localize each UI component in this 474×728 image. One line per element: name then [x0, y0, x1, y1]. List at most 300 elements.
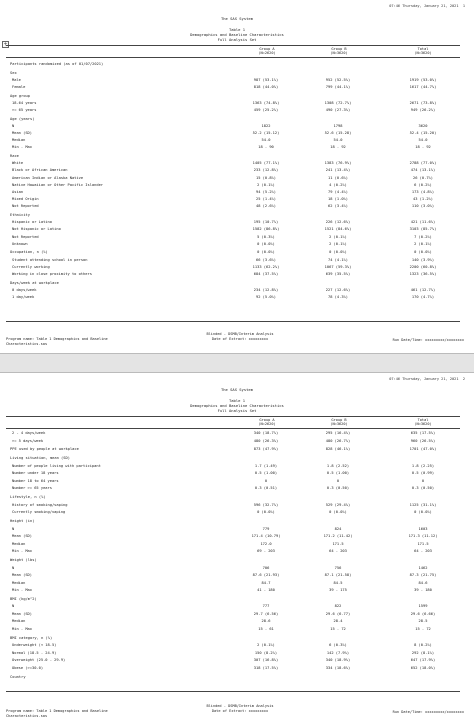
- cell-group-a: 48 (2.6%): [256, 204, 276, 209]
- table-row: [0, 160, 474, 166]
- row-label: Hispanic or Latino: [12, 220, 52, 225]
- col-header-total: [398, 47, 448, 56]
- page-number: 1: [462, 4, 465, 8]
- row-label: BMI category, n (%): [10, 635, 53, 640]
- table-number: Table 1: [228, 27, 245, 32]
- table-row: [0, 446, 474, 452]
- cell-group-b: 799 (44.1%): [325, 85, 351, 89]
- col-header-total: [398, 418, 448, 427]
- cell-group-b: 334 (18.6%): [325, 665, 351, 670]
- cell-total: 54.0: [418, 138, 428, 143]
- cell-total: 1.8 (2.25): [411, 463, 435, 468]
- row-label: PPE used by people at workplace: [10, 447, 79, 452]
- cell-group-a: 0 (0.0%): [257, 510, 275, 515]
- cell-group-b: 0 (0.0%): [329, 510, 347, 515]
- row-label: Not Reported: [12, 204, 39, 209]
- cell-group-b: 142 (7.9%): [326, 650, 350, 655]
- table-row: [0, 596, 474, 602]
- cell-total: 461 (12.7%): [410, 287, 436, 292]
- cell-group-b: 1067 (59.3%): [324, 264, 352, 269]
- row-label: N: [12, 526, 15, 531]
- cell-group-a: 150 (8.2%): [254, 650, 278, 655]
- table-top-rule: [6, 45, 460, 46]
- table-row: [0, 455, 474, 461]
- footer-run-date: Run Date/Time: xxxxxxxxx/xxxxxxxx: [392, 338, 464, 342]
- cell-group-a: 459 (25.2%): [253, 108, 279, 112]
- group-a-n: (N=2620): [258, 51, 276, 56]
- table-row: [0, 167, 474, 173]
- group-b-n: (N=3620): [330, 422, 348, 427]
- cell-total: 170 (4.7%): [411, 295, 435, 299]
- datetime-text: 07:46 Thursday, January 21, 2021: [389, 377, 459, 381]
- cell-group-a: 0: [264, 478, 268, 483]
- group-b-name: Group B: [331, 418, 347, 422]
- row-label: Native Hawaiian or Other Pacific Islander: [12, 182, 104, 187]
- cell-group-b: 54.0: [333, 138, 343, 143]
- cell-group-b: 18 (1.0%): [328, 197, 348, 202]
- table-top-rule: [6, 416, 460, 417]
- row-label: Mean (SD): [12, 534, 32, 539]
- table-row: [0, 642, 474, 648]
- cell-group-a: 2 (0.1%): [257, 643, 275, 648]
- cell-group-b: 52.6 (15.28): [324, 131, 352, 135]
- row-label: Living situation, mean (SD): [10, 456, 70, 461]
- cell-group-b: 84.5: [333, 580, 343, 585]
- row-label: Asian: [12, 190, 24, 194]
- table-row: [0, 618, 474, 624]
- footer-program-file: Characteristics.sas: [6, 713, 48, 718]
- group-a-n: (N=2620): [258, 422, 276, 427]
- datetime-text: 07:46 Thursday, January 21, 2021: [389, 4, 459, 8]
- system-title: The SAS System: [220, 387, 253, 392]
- cell-group-a: 25 (1.4%): [256, 197, 276, 202]
- population-label: Full Analysis Set: [217, 37, 257, 42]
- cell-total: 6 (0.2%): [414, 182, 432, 187]
- table-row: [0, 548, 474, 554]
- group-a-name: Group A: [259, 47, 275, 51]
- cell-group-b: 15 - 72: [330, 626, 346, 631]
- table-row: [0, 518, 474, 524]
- row-label: Sex: [10, 70, 17, 75]
- cell-total: 0 (0.0%): [414, 250, 432, 255]
- footer-blinded: Blinded - DSMB/Interim Analysis: [206, 704, 274, 708]
- cell-group-b: 1308 (72.7%): [324, 100, 352, 105]
- cell-group-b: 171.5: [332, 541, 344, 546]
- row-label: Age group: [10, 93, 30, 98]
- row-label: Normal (18.5 - 24.9): [12, 650, 57, 655]
- cell-group-a: 706: [262, 565, 270, 570]
- row-label: Number >= 65 years: [12, 486, 52, 491]
- cell-group-a: 41 - 180: [257, 588, 275, 592]
- cell-total: 43 (1.2%): [413, 197, 433, 202]
- cell-group-a: 15 - 61: [258, 626, 274, 631]
- cell-total: 8 (0.2%): [414, 643, 432, 648]
- cell-group-a: 0 (0.0%): [257, 250, 275, 255]
- system-title: The SAS System: [220, 16, 253, 21]
- cell-group-b: 295 (16.4%): [325, 431, 351, 435]
- table-row: [0, 264, 474, 270]
- row-label: Number of people living with participant: [12, 463, 101, 468]
- cell-total: 87.3 (21.75): [409, 573, 437, 577]
- cell-group-a: 0.3 (0.51): [254, 486, 278, 491]
- row-label: White: [12, 161, 24, 166]
- table-title: Demographics and Baseline Characteristics: [190, 403, 284, 408]
- row-label: Country: [10, 674, 26, 679]
- table-number: Table 1: [228, 398, 245, 403]
- cell-group-b: 241 (13.4%): [325, 168, 351, 173]
- cell-group-b: 1.8 (2.52): [326, 463, 350, 468]
- cell-group-b: 171.2 (11.42): [323, 534, 353, 539]
- table-row: [0, 430, 474, 436]
- footer-run-date: Run Date/Time: xxxxxxxxx/xxxxxxxx: [392, 710, 464, 714]
- cell-group-b: 79 (4.4%): [328, 190, 348, 194]
- total-n: (N=3620): [414, 422, 432, 427]
- row-label: Number under 18 years: [12, 471, 59, 476]
- cell-total: 29.6 (6.66): [410, 611, 436, 616]
- row-label: N: [12, 565, 15, 570]
- cell-total: 1462: [418, 565, 428, 570]
- row-label: Currently working: [12, 264, 50, 269]
- cell-total: 52.4 (15.20): [409, 131, 437, 135]
- cell-group-a: 29.7 (6.56): [253, 611, 279, 616]
- row-label: Mean (SD): [12, 573, 32, 577]
- table-row: [0, 189, 474, 195]
- row-label: Mean (SD): [12, 611, 32, 616]
- cell-group-a: 480 (26.3%): [253, 438, 279, 443]
- table-row: [0, 557, 474, 563]
- cell-group-a: 0 (0.0%): [257, 241, 275, 246]
- row-label: 0 days/week: [12, 287, 37, 292]
- row-label: Not Hispanic or Latino: [12, 227, 61, 232]
- col-header-group-a: [242, 47, 292, 56]
- cell-total: 3103 (85.7%): [409, 227, 437, 232]
- cell-group-b: 39 - 175: [329, 588, 347, 592]
- cell-group-a: 1133 (62.2%): [252, 264, 280, 269]
- cell-total: 3620: [418, 123, 428, 128]
- cell-group-a: 1405 (77.1%): [252, 161, 280, 166]
- table-row: [0, 485, 474, 491]
- cell-group-a: 2 (0.1%): [257, 182, 275, 187]
- row-label: Not Reported: [12, 234, 39, 239]
- table-row: [0, 123, 474, 129]
- table-row: [0, 533, 474, 539]
- row-label: 18-64 years: [12, 100, 37, 105]
- cell-group-a: 0.5 (1.00): [254, 471, 278, 476]
- footer-blinded: Blinded - DSMB/Interim Analysis: [206, 332, 274, 336]
- table-row: [0, 572, 474, 578]
- cell-group-b: 1383 (76.9%): [324, 161, 352, 166]
- row-label: >= 5 days/week: [12, 438, 44, 443]
- cell-group-b: 62 (3.4%): [328, 204, 348, 209]
- footer-program-file: Characteristics.sas: [6, 341, 48, 346]
- table-row: [0, 494, 474, 500]
- table-row: [0, 541, 474, 547]
- cell-total: 173 (4.8%): [411, 190, 435, 194]
- cell-total: 7 (0.2%): [414, 234, 432, 239]
- cell-total: 292 (8.1%): [411, 650, 435, 655]
- col-header-group-b: [314, 47, 364, 56]
- table-row: [0, 241, 474, 247]
- page-header-datetime: [389, 4, 465, 8]
- row-label: Ethnicity: [10, 213, 30, 217]
- cell-total: 2 (0.1%): [414, 241, 432, 246]
- cell-total: 2671 (73.8%): [409, 100, 437, 105]
- cell-total: 1617 (44.7%): [409, 85, 437, 89]
- table-row: [0, 674, 474, 680]
- page-header-datetime: [389, 377, 465, 381]
- table-row: [0, 107, 474, 113]
- cell-group-a: 318 (17.5%): [253, 665, 279, 670]
- row-label: Unknown: [12, 241, 28, 246]
- cell-group-b: 756: [334, 565, 342, 570]
- cell-group-a: 1582 (86.8%): [252, 227, 280, 232]
- row-label: Min - Max: [12, 626, 32, 631]
- cell-group-b: 480 (26.7%): [325, 438, 351, 443]
- cell-group-a: 84.7: [261, 580, 271, 585]
- row-label: N: [12, 123, 15, 128]
- cell-total: 140 (3.9%): [411, 257, 435, 262]
- table-row: [0, 580, 474, 586]
- cell-group-a: 28.6: [261, 619, 271, 624]
- table-row: [0, 280, 474, 286]
- table-row: [0, 234, 474, 240]
- expand-plus-icon[interactable]: +: [3, 41, 8, 48]
- report-page-1: [0, 0, 474, 354]
- cell-total: 2200 (60.8%): [409, 264, 437, 269]
- table-row: [0, 438, 474, 444]
- row-label: History of smoking/vaping: [12, 502, 68, 507]
- cell-total: 1323 (36.5%): [409, 272, 437, 276]
- table-row: [0, 153, 474, 159]
- cell-group-b: 87.1 (21.58): [324, 573, 352, 577]
- footer-program-name: Program name: Table 1 Demographics and Baseline: [6, 337, 108, 341]
- cell-group-a: 87.6 (21.93): [252, 573, 280, 577]
- cell-total: 1701 (47.0%): [409, 447, 437, 452]
- table-row: [0, 70, 474, 76]
- footer-program-name: Program name: Table 1 Demographics and Baseline: [6, 709, 108, 713]
- cell-group-a: 596 (32.7%): [253, 502, 279, 507]
- footer-program: [6, 709, 108, 718]
- table-row: [0, 287, 474, 293]
- cell-group-a: 52.2 (15.12): [252, 131, 280, 135]
- table-row: [0, 203, 474, 209]
- cell-total: 960 (26.5%): [410, 438, 436, 443]
- row-label: Weight (lbs): [10, 558, 37, 562]
- cell-group-b: 4 (0.2%): [329, 182, 347, 187]
- total-n: (N=3620): [414, 51, 432, 56]
- cell-group-b: 0 (0.0%): [329, 250, 347, 255]
- table-row: [0, 626, 474, 632]
- table-row: [0, 502, 474, 508]
- cell-group-a: 171.4 (10.79): [251, 534, 281, 539]
- cell-group-b: 64 - 203: [329, 549, 347, 554]
- table-row: [0, 137, 474, 143]
- row-label: Underweight (< 18.5): [12, 643, 57, 648]
- table-header-rule: [6, 428, 460, 429]
- cell-group-a: 340 (18.7%): [253, 431, 279, 435]
- table-row: [0, 93, 474, 99]
- table-header-rule: [6, 57, 460, 58]
- cell-group-b: 2 (0.1%): [329, 234, 347, 239]
- table-row: [0, 650, 474, 656]
- row-label: Black or African American: [12, 168, 68, 173]
- cell-total: 635 (17.5%): [410, 431, 436, 435]
- cell-total: 18 - 92: [415, 145, 431, 150]
- cell-total: 949 (26.2%): [410, 108, 436, 112]
- cell-group-a: 172.0: [260, 541, 272, 546]
- cell-group-b: 78 (4.3%): [328, 295, 348, 299]
- cell-group-a: 195 (10.7%): [253, 220, 279, 225]
- row-label: Working in close proximity to others: [12, 272, 92, 276]
- row-label: Overweight (25.0 - 29.9): [12, 658, 66, 663]
- row-label: Student attending school in person: [12, 257, 88, 262]
- cell-group-b: 822: [334, 604, 342, 609]
- cell-total: 2788 (77.0%): [409, 161, 437, 166]
- table-row: [0, 526, 474, 532]
- table-title: Demographics and Baseline Characteristics: [190, 32, 284, 37]
- table-row: [0, 249, 474, 255]
- cell-total: 474 (13.1%): [410, 168, 436, 173]
- cell-total: 39 - 180: [414, 588, 432, 592]
- cell-group-b: 824: [334, 526, 342, 531]
- table-row: [0, 100, 474, 106]
- cell-total: 15 - 72: [415, 626, 431, 631]
- cell-group-b: 227 (12.6%): [325, 287, 351, 292]
- cell-group-a: 779: [262, 526, 270, 531]
- cell-group-b: 74 (4.1%): [328, 257, 348, 262]
- table-row: [0, 130, 474, 136]
- cell-total: 26 (0.7%): [413, 175, 433, 180]
- cell-total: 1919 (53.0%): [409, 77, 437, 82]
- table-row: [0, 470, 474, 476]
- cell-group-a: 233 (12.8%): [253, 168, 279, 173]
- cell-group-b: 1798: [333, 123, 343, 128]
- cell-group-a: 1.7 (1.49): [254, 463, 278, 468]
- row-label: Days/week at workplace: [10, 280, 59, 285]
- table-row: [0, 271, 474, 277]
- cell-total: 0.5 (0.99): [411, 471, 435, 476]
- cell-total: 1125 (31.1%): [409, 502, 437, 507]
- cell-group-b: 29.6 (6.77): [325, 611, 351, 616]
- cell-group-b: 828 (46.1%): [325, 447, 351, 452]
- col-header-group-a: [242, 418, 292, 427]
- cell-total: 171.5: [417, 541, 429, 546]
- row-label: Race: [10, 154, 19, 158]
- cell-group-b: 18 - 92: [330, 145, 346, 150]
- group-b-name: Group B: [331, 47, 347, 51]
- page-number: 2: [462, 377, 465, 381]
- cell-group-b: 639 (35.5%): [325, 272, 351, 276]
- cell-total: 84.6: [418, 580, 428, 585]
- table-row: [0, 175, 474, 181]
- cell-total: 0.3 (0.50): [411, 486, 435, 491]
- table-bottom-rule: [6, 321, 460, 322]
- cell-group-b: 490 (27.3%): [325, 108, 351, 112]
- table-row: [0, 587, 474, 593]
- table-row: [0, 665, 474, 671]
- cell-group-b: 2 (0.1%): [329, 241, 347, 246]
- cell-group-a: 987 (53.1%): [253, 77, 279, 82]
- cell-total: 1599: [418, 604, 428, 609]
- cell-group-a: 1363 (74.8%): [252, 100, 280, 105]
- cell-group-b: 0.5 (1.00): [326, 471, 350, 476]
- cell-group-a: 92 (5.0%): [256, 295, 276, 299]
- cell-group-a: 66 (3.6%): [256, 257, 276, 262]
- cell-group-a: 1822: [261, 123, 271, 128]
- footer-center: [170, 332, 310, 341]
- row-label: Height (in): [10, 519, 35, 524]
- row-label: Median: [12, 580, 26, 585]
- row-label: 2 - 4 days/week: [12, 431, 46, 435]
- cell-group-a: 777: [262, 604, 270, 609]
- population-label: Full Analysis Set: [217, 408, 257, 413]
- cell-total: 647 (17.9%): [410, 658, 436, 663]
- row-label: N: [12, 604, 15, 609]
- cell-total: 1603: [418, 526, 428, 531]
- table-row: [0, 116, 474, 122]
- col-header-group-b: [314, 418, 364, 427]
- row-label: Lifestyle, n (%): [10, 495, 46, 500]
- row-label: Median: [12, 138, 26, 143]
- table-row: [0, 226, 474, 232]
- cell-group-a: 54.0: [261, 138, 271, 143]
- cell-group-b: 0: [336, 478, 340, 483]
- table-row: [0, 257, 474, 263]
- footer-center: [170, 704, 310, 713]
- table-row: [0, 294, 474, 300]
- cell-group-a: 873 (47.9%): [253, 447, 279, 452]
- total-name: Total: [417, 418, 429, 422]
- row-label: Female: [12, 85, 26, 89]
- row-label: 1 day/week: [12, 295, 35, 299]
- cell-group-a: 69 - 203: [257, 549, 275, 554]
- group-a-name: Group A: [259, 418, 275, 422]
- row-label: Participants randomized (as of 01/07/2021): [10, 62, 104, 66]
- cell-group-a: 15 (0.8%): [256, 175, 276, 180]
- cell-group-b: 226 (12.6%): [325, 220, 351, 225]
- row-label: Currently smoking/vaping: [12, 510, 66, 515]
- cell-group-a: 18 - 90: [258, 145, 274, 150]
- footer-extract-date: Date of Extract: xxxxxxxxx: [211, 336, 269, 341]
- row-label: Obese (>=30.0): [12, 665, 44, 670]
- cell-group-a: 234 (12.8%): [253, 287, 279, 292]
- cell-group-b: 6 (0.3%): [329, 643, 347, 648]
- table-row: [0, 196, 474, 202]
- cell-group-a: 684 (37.5%): [253, 272, 279, 276]
- cell-total: 171.3 (11.12): [408, 534, 438, 539]
- row-label: Min - Max: [12, 549, 32, 554]
- table-row: [0, 219, 474, 225]
- cell-total: 0 (0.0%): [414, 510, 432, 515]
- row-label: Min - Max: [12, 588, 32, 592]
- table-row: [0, 657, 474, 663]
- table-row: [0, 611, 474, 617]
- row-label: Median: [12, 619, 26, 624]
- table-row: [0, 603, 474, 609]
- cell-group-a: 94 (5.2%): [256, 190, 276, 194]
- row-label: Occupation, n (%): [10, 250, 48, 255]
- table-row: [0, 565, 474, 571]
- row-label: Median: [12, 541, 26, 546]
- report-page-2: [0, 372, 474, 728]
- row-label: BMI (kg/m^2): [10, 596, 37, 601]
- row-label: >= 65 years: [12, 108, 37, 112]
- cell-group-b: 340 (18.9%): [325, 658, 351, 663]
- cell-total: 652 (18.0%): [410, 665, 436, 670]
- table-bottom-rule: [6, 691, 460, 692]
- footer-extract-date: Date of Extract: xxxxxxxxx: [211, 708, 269, 713]
- cell-group-b: 1521 (84.6%): [324, 227, 352, 232]
